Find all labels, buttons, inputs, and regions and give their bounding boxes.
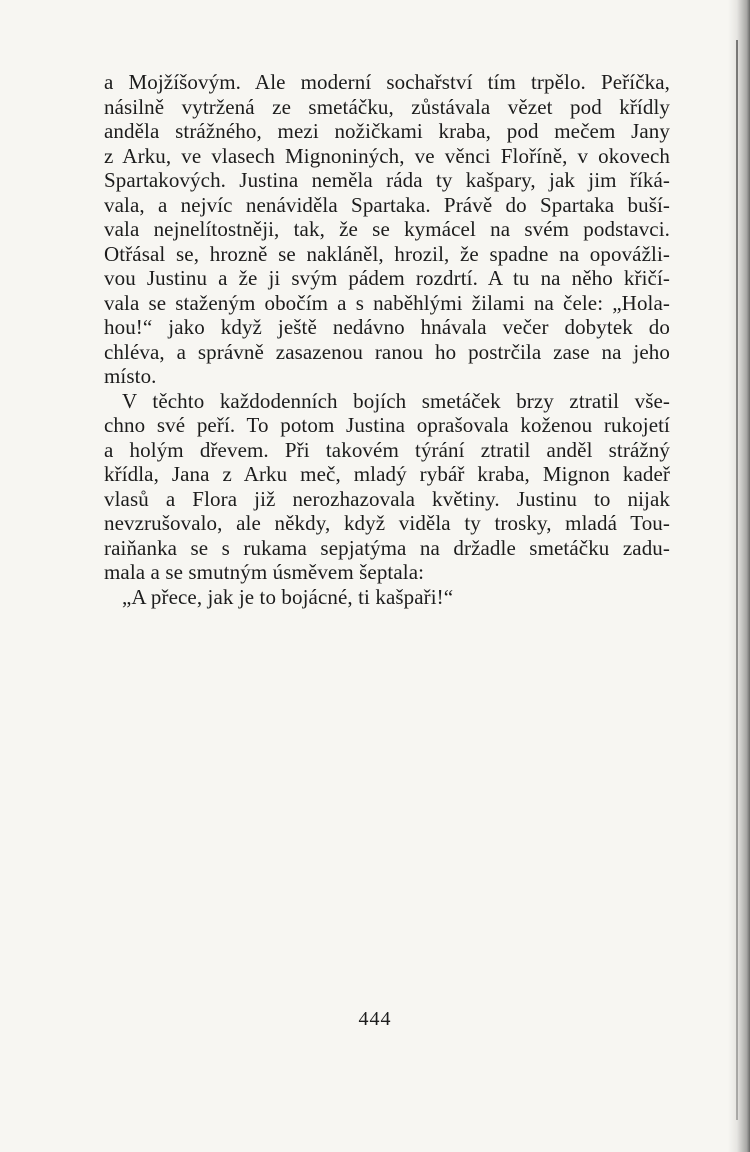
page-edge-line [736, 40, 738, 1120]
text-line: a Mojžíšovým. Ale moderní sochařství tím trpělo. Peříčka, [104, 70, 670, 94]
text-line: místo. [104, 364, 157, 388]
text-line: z Arku, ve vlasech Mignoniných, ve věnci Floříně, v okovech [104, 143, 670, 168]
text-line: vlasů a Flora již nerozhazovala květiny. Justinu to nijak [104, 486, 670, 511]
text-line: anděla strážného, mezi nožičkami kraba, pod mečem Jany [104, 119, 670, 143]
page-edge-shadow [728, 0, 750, 1152]
text-line: V těchto každodenních bojích smetáček brzy ztratil vše- [122, 388, 670, 413]
text-line: Spartakových. Justina neměla ráda ty kašpary, jak jim říká- [104, 168, 670, 192]
text-line: vala, a nejvíc nenáviděla Spartaka. Právě do Spartaka buší- [104, 192, 670, 217]
page-number: 444 [358, 1008, 392, 1030]
text-line: vala se staženým obočím a s naběhlými žilami na čele: „Hola- [104, 290, 670, 315]
body-text [104, 70, 670, 609]
text-line: chléva, a správně zasazenou ranou ho postrčila zase na jeho [104, 339, 670, 364]
text-line: nevzrušovalo, ale někdy, když viděla ty trosky, mladá Tou- [104, 511, 670, 535]
text-line: křídla, Jana z Arku meč, mladý rybář kraba, Mignon kadeř [104, 462, 670, 486]
text-line: vala nejnelítostněji, tak, že se kymácel na svém podstavci. [104, 217, 670, 241]
text-line: raiňanka se s rukama sepjatýma na držadle smetáčku zadu- [104, 535, 670, 560]
text-line: hou!“ jako když ještě nedávno hnávala večer dobytek do [104, 315, 670, 339]
text-line: „A přece, jak je to bojácné, ti kašpaři!“ [122, 584, 454, 609]
text-line: Otřásal se, hrozně se nakláněl, hrozil, že spadne na opovážli- [104, 241, 670, 266]
text-line: mala a se smutným úsměvem šeptala: [104, 560, 425, 584]
text-line: násilně vytržená ze smetáčku, zůstávala vězet pod křídly [104, 94, 670, 119]
text-line: vou Justinu a že ji svým pádem rozdrtí. A tu na něho křičí- [104, 266, 670, 290]
text-line: chno své peří. To potom Justina oprašovala koženou rukojetí [104, 413, 670, 437]
text-line: a holým dřevem. Při takovém týrání ztratil anděl strážný [104, 437, 670, 462]
